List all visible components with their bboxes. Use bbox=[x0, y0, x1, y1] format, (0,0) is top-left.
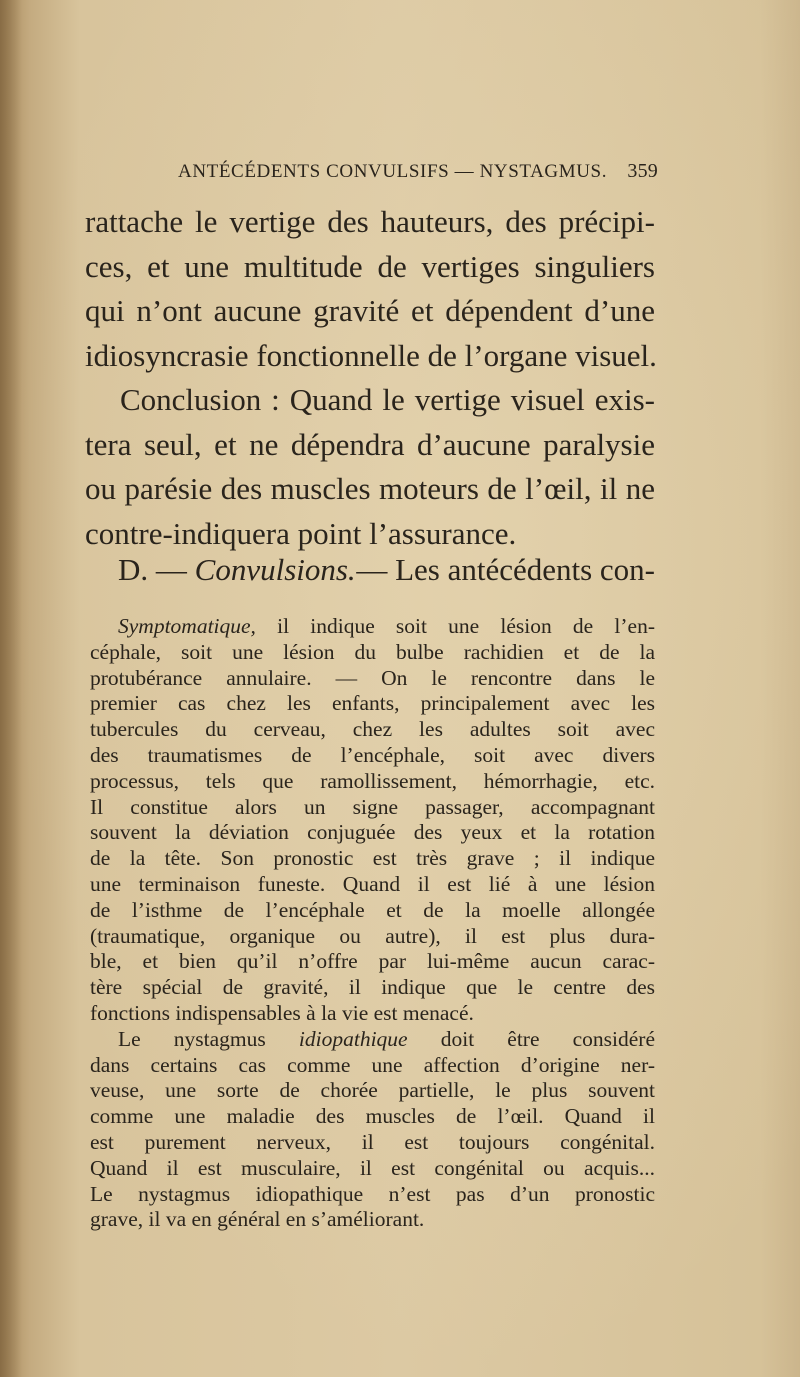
main-text-large bbox=[85, 200, 655, 556]
text-line: Il constitue alors un signe passager, accompagnant bbox=[90, 794, 655, 819]
text-line: est purement nerveux, il est toujours congénital. bbox=[90, 1129, 655, 1154]
text-line: Conclusion : Quand le vertige visuel exis- bbox=[120, 382, 655, 417]
text-line: grave, il va en général en s’améliorant. bbox=[90, 1207, 425, 1232]
text-line: (traumatique, organique ou autre), il est plus dura- bbox=[90, 923, 655, 948]
running-head-title: ANTÉCÉDENTS CONVULSIFS — NYSTAGMUS. bbox=[178, 161, 608, 182]
text-line: céphale, soit une lésion du bulbe rachidien et de la bbox=[90, 639, 655, 664]
text-line: dans certains cas comme une affection d’origine ner- bbox=[90, 1052, 655, 1077]
section-heading-line bbox=[118, 548, 655, 592]
text-line: comme une maladie des muscles de l’œil. Quand il bbox=[90, 1104, 655, 1129]
text-line: tère spécial de gravité, il indique que le centre des bbox=[90, 975, 655, 1000]
text-line: fonctions indispensables à la vie est menacé. bbox=[90, 1000, 474, 1025]
section-heading: Convulsions. bbox=[194, 552, 356, 587]
line-rest: il indique soit une lésion de l’en- bbox=[255, 614, 655, 638]
text-line bbox=[90, 614, 655, 640]
main-text-small bbox=[90, 614, 655, 1233]
running-head bbox=[178, 160, 658, 183]
text-line: processus, tels que ramollissement, hémorrhagie, etc. bbox=[90, 768, 655, 793]
section-lead bbox=[118, 548, 356, 592]
text-line: des traumatismes de l’encéphale, soit avec divers bbox=[90, 742, 655, 767]
text-line: Le nystagmus idiopathique n’est pas d’un pronostic bbox=[90, 1181, 655, 1206]
text-line: premier cas chez les enfants, principalement avec les bbox=[90, 691, 655, 716]
page-number: 359 bbox=[627, 160, 658, 182]
text-line: de l’isthme de l’encéphale et de la moelle allongée bbox=[90, 897, 655, 922]
text-line: souvent la déviation conjuguée des yeux et la rotation bbox=[90, 820, 655, 845]
section-rest: — Les antécédents con- bbox=[356, 552, 655, 587]
text-line: une terminaison funeste. Quand il est lié à une lésion bbox=[90, 871, 655, 896]
text-line: rattache le vertige des hauteurs, des précipi- bbox=[85, 204, 655, 239]
section-prefix: D. — bbox=[118, 552, 195, 587]
italic-term: Symptomatique, bbox=[118, 614, 256, 638]
text-line: ou parésie des muscles moteurs de l’œil, il ne bbox=[85, 471, 655, 506]
text-line: ces, et une multitude de vertiges singuliers bbox=[85, 248, 655, 284]
line-start: Le nystagmus bbox=[118, 1026, 299, 1051]
italic-term: idiopathique bbox=[298, 1026, 408, 1051]
text-line: ble, et bien qu’il n’offre par lui-même aucun carac- bbox=[90, 949, 655, 974]
text-line: contre-indiquera point l’assurance. bbox=[85, 515, 517, 551]
text-line: veuse, une sorte de chorée partielle, le plus souvent bbox=[90, 1078, 655, 1103]
text-line bbox=[90, 1027, 655, 1053]
line-rest: doit être considéré bbox=[407, 1026, 656, 1051]
binding-shadow bbox=[0, 0, 22, 1377]
text-line: protubérance annulaire. — On le rencontre dans le bbox=[90, 665, 655, 690]
text-line: tubercules du cerveau, chez les adultes soit avec bbox=[90, 717, 655, 742]
text-line: idiosyncrasie fonctionnelle de l’organe visuel. bbox=[85, 337, 657, 373]
text-line: de la tête. Son pronostic est très grave ; il indique bbox=[90, 846, 655, 871]
text-line: tera seul, et ne dépendra d’aucune paralysie bbox=[85, 426, 655, 462]
text-line: qui n’ont aucune gravité et dépendent d’une bbox=[85, 293, 655, 328]
text-line: Quand il est musculaire, il est congénital ou acquis... bbox=[90, 1155, 655, 1180]
